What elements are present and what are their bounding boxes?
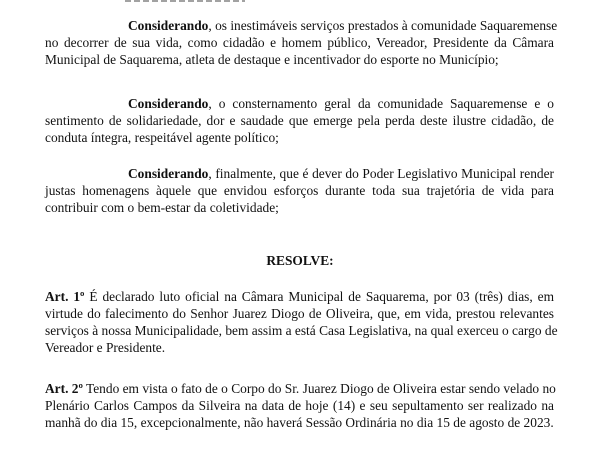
text-span: , os inestimáveis serviços prestados à comunidade Saquaremense bbox=[208, 18, 558, 33]
text-span: , o consternamento geral da comunidade Saquaremense e o bbox=[208, 96, 554, 111]
paragraph-3-line-1 bbox=[128, 165, 554, 182]
article-2-line-2: Plenário Carlos Campos da Silveira na data de hoje (14) e seu sepultamento ser realizado na bbox=[45, 398, 554, 413]
article-1-label: Art. 1º bbox=[45, 289, 85, 304]
article-1-line-3: serviços à nossa Municipalidade, bem assim a está Casa Legislativa, na qual exerceu o cargo de bbox=[45, 323, 558, 338]
article-1-line-2: virtude do falecimento do Senhor Juarez Diogo de Oliveira, que, em vida, prestou relevantes bbox=[45, 306, 554, 321]
article-2-label: Art. 2º bbox=[45, 381, 83, 396]
paragraph-2-line-1 bbox=[128, 95, 554, 112]
considerando-lead: Considerando bbox=[128, 96, 209, 111]
text-span: É declarado luto oficial na Câmara Municipal de Saquarema, por 03 (três) dias, em bbox=[84, 289, 554, 304]
paragraph-3-line-2: justas homenagens àquele que envidou esforços durante toda sua trajetória de vida para bbox=[45, 183, 554, 198]
article-2-line-1 bbox=[45, 380, 554, 397]
considerando-lead: Considerando bbox=[128, 18, 209, 33]
paragraph-2-line-3: conduta íntegra, respeitável agente político; bbox=[45, 130, 279, 145]
article-2-line-3: manhã do dia 15, excepcionalmente, não haverá Sessão Ordinária no dia 15 de agosto de 2023. bbox=[45, 415, 554, 430]
paragraph-2-line-2: sentimento de solidariedade, dor e saudade que emerge pela perda deste ilustre cidadão, de bbox=[45, 113, 554, 128]
text-span: , finalmente, que é dever do Poder Legislativo Municipal render bbox=[208, 166, 554, 181]
paragraph-1-line-2: no decorrer de sua vida, como cidadão e homem público, Vereador, Presidente da Câmara bbox=[45, 35, 554, 50]
cropped-text-remnant bbox=[125, 0, 245, 2]
paragraph-1-line-1 bbox=[128, 17, 558, 34]
paragraph-3-line-3: contribuir com o bem-estar da coletividade; bbox=[45, 200, 279, 215]
considerando-lead: Considerando bbox=[128, 166, 209, 181]
paragraph-1-line-3: Municipal de Saquarema, atleta de destaque e incentivador do esporte no Município; bbox=[45, 52, 499, 67]
resolve-heading: RESOLVE: bbox=[266, 253, 334, 268]
text-span: Tendo em vista o fato de o Corpo do Sr. Juarez Diogo de Oliveira estar sendo velado no bbox=[82, 381, 556, 396]
article-1-line-1 bbox=[45, 288, 554, 305]
article-1-line-4: Vereador e Presidente. bbox=[45, 340, 166, 355]
